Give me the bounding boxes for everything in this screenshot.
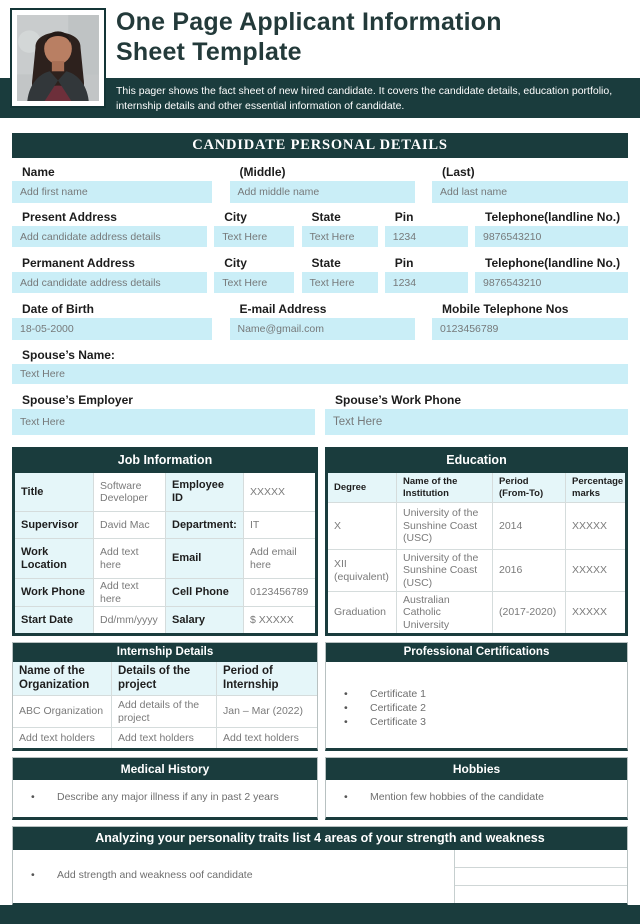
spouse-name-field[interactable]: Text Here — [12, 364, 628, 384]
contact-row — [12, 299, 628, 340]
page-title: One Page Applicant Information Sheet Template — [116, 8, 502, 66]
name-row — [12, 162, 628, 203]
education-header-cell: Percentage marks — [566, 473, 625, 502]
hobbies-body — [326, 780, 627, 817]
education-cell[interactable]: 2016 — [493, 549, 566, 591]
label-city: City — [224, 256, 247, 270]
permanent-pin-field[interactable]: 1234 — [385, 272, 468, 293]
strength-weakness-empty-row[interactable] — [455, 886, 627, 903]
permanent-state-field[interactable]: Text Here — [302, 272, 378, 293]
spouse-employer-field[interactable]: Text Here — [12, 409, 315, 435]
internship-cell[interactable]: Add text holders — [112, 727, 217, 748]
permanent-city-field[interactable]: Text Here — [214, 272, 294, 293]
page-header — [0, 0, 640, 118]
label-city: City — [224, 210, 247, 224]
label-last-name: (Last) — [442, 165, 475, 179]
label-permanent-address: Permanent Address — [22, 256, 135, 270]
personality-title: Analyzing your personality traits list 4 areas of your strength and weakness — [13, 827, 627, 850]
job-value-field[interactable]: Add text here — [94, 578, 166, 606]
education-header-cell: Period (From-To) — [493, 473, 566, 502]
education-cell[interactable]: University of the Sunshine Coast (USC) — [397, 549, 493, 591]
medical-history-item[interactable]: • Describe any major illness if any in past 2 years — [13, 791, 317, 803]
middle-name-field[interactable]: Add middle name — [230, 181, 415, 203]
internship-header-cell: Name of the Organization — [13, 662, 112, 695]
job-label: Supervisor — [15, 511, 94, 538]
date-of-birth-field[interactable]: 18-05-2000 — [12, 318, 212, 340]
certificate-item[interactable]: • Certificate 3 — [326, 716, 627, 728]
job-value-field[interactable]: XXXXX — [250, 485, 286, 498]
label-email-address: E-mail Address — [239, 302, 327, 316]
present-state-field[interactable]: Text Here — [302, 226, 378, 247]
present-city-field[interactable]: Text Here — [214, 226, 294, 247]
label-date-of-birth: Date of Birth — [22, 302, 94, 316]
job-label: Department: — [166, 511, 244, 538]
job-label: Work Location — [15, 538, 94, 578]
education-cell[interactable]: 2014 — [493, 502, 566, 549]
section-title-candidate-personal-details: CANDIDATE PERSONAL DETAILS — [12, 133, 628, 158]
job-value-field[interactable]: Add email here — [244, 538, 315, 578]
hobbies-title: Hobbies — [326, 758, 627, 780]
label-telephone-landline: Telephone(landline No.) — [485, 256, 621, 270]
medical-hobbies-section — [12, 757, 628, 820]
certifications-body — [326, 662, 627, 748]
certificate-item[interactable]: • Certificate 1 — [326, 688, 627, 700]
personality-notes — [13, 850, 454, 903]
job-label: Cell Phone — [166, 578, 244, 606]
last-name-field[interactable]: Add last name — [432, 181, 628, 203]
first-name-field[interactable]: Add first name — [12, 181, 212, 203]
medical-history-body — [13, 780, 317, 817]
internship-cell[interactable]: Add details of the project — [112, 695, 217, 727]
email-address-field[interactable]: Name@gmail.com — [230, 318, 415, 340]
permanent-address-row — [12, 253, 628, 293]
education-table — [328, 473, 625, 633]
education-cell[interactable]: University of the Sunshine Coast (USC) — [397, 502, 493, 549]
hobbies-item[interactable]: • Mention few hobbies of the candidate — [326, 791, 627, 803]
internship-header-cell: Period of Internship — [217, 662, 317, 695]
education-cell[interactable]: Australian Catholic University — [397, 591, 493, 633]
hobbies-box — [325, 757, 628, 820]
education-cell[interactable]: XII (equivalent) — [328, 549, 397, 591]
candidate-photo — [10, 8, 106, 108]
job-label: Email — [166, 538, 244, 578]
personality-box — [12, 826, 628, 906]
label-telephone-landline: Telephone(landline No.) — [485, 210, 621, 224]
education-header-cell: Degree — [328, 473, 397, 502]
label-mobile-telephone: Mobile Telephone Nos — [442, 302, 569, 316]
personality-body — [13, 850, 627, 903]
header-description: This pager shows the fact sheet of new hired candidate. It covers the candidate details, education portfolio, internship details and other essential information of candidate. — [116, 85, 613, 113]
internship-certifications-section — [12, 642, 628, 751]
permanent-telephone-field[interactable]: 9876543210 — [475, 272, 628, 293]
job-label: Employee ID — [166, 473, 244, 511]
job-value-field[interactable]: David Mac — [94, 511, 166, 538]
mobile-telephone-field[interactable]: 0123456789 — [432, 318, 628, 340]
strength-weakness-empty-row[interactable] — [455, 850, 627, 868]
spouse-name-row — [12, 345, 628, 384]
job-information-title: Job Information — [15, 447, 315, 473]
job-value-field[interactable]: Dd/mm/yyyy — [94, 606, 166, 633]
job-value-field[interactable]: $ XXXXX — [244, 606, 315, 633]
education-cell[interactable]: (2017-2020) — [493, 591, 566, 633]
main-content — [0, 133, 640, 906]
job-label: Start Date — [15, 606, 94, 633]
present-address-row — [12, 207, 628, 247]
education-cell[interactable]: X — [328, 502, 397, 549]
footer-bar — [0, 905, 640, 924]
spouse-work-phone-field[interactable]: Text Here — [325, 409, 628, 435]
job-label: Work Phone — [15, 578, 94, 606]
label-pin: Pin — [394, 256, 414, 270]
present-pin-field[interactable]: 1234 — [385, 226, 468, 247]
strength-weakness-empty-row[interactable] — [455, 868, 627, 886]
internship-box — [12, 642, 318, 751]
internship-cell[interactable]: Add text holders — [217, 727, 317, 748]
job-value-field[interactable]: IT — [244, 511, 315, 538]
internship-title: Internship Details — [13, 643, 317, 662]
internship-table — [13, 662, 317, 748]
label-pin: Pin — [394, 210, 414, 224]
job-education-section — [12, 447, 628, 636]
medical-history-box — [12, 757, 318, 820]
internship-header-cell: Details of the project — [112, 662, 217, 695]
present-address-field[interactable]: Add candidate address details — [12, 226, 207, 247]
internship-cell[interactable]: ABC Organization — [13, 695, 112, 727]
education-title: Education — [328, 447, 625, 473]
education-cell[interactable]: XXXXX — [566, 591, 625, 633]
job-information-box — [12, 447, 318, 636]
label-spouse-name: Spouse’s Name: — [22, 348, 115, 362]
education-header-cell: Name of the Institution — [397, 473, 493, 502]
label-spouse-employer: Spouse’s Employer — [22, 393, 133, 407]
certifications-title: Professional Certifications — [326, 643, 627, 662]
label-present-address: Present Address — [22, 210, 117, 224]
internship-cell[interactable]: Jan – Mar (2022) — [217, 695, 317, 727]
spouse-row — [12, 390, 628, 435]
education-cell[interactable]: XXXXX — [566, 502, 625, 549]
job-label: Title — [15, 473, 94, 511]
job-value-field[interactable]: 0123456789 — [244, 578, 315, 606]
certifications-box — [325, 642, 628, 751]
job-value-field[interactable]: Add text here — [94, 538, 166, 578]
job-information-table — [15, 473, 315, 633]
education-cell[interactable]: Graduation — [328, 591, 397, 633]
label-name: Name — [22, 165, 55, 179]
job-label: Salary — [166, 606, 244, 633]
present-telephone-field[interactable]: 9876543210 — [475, 226, 628, 247]
internship-cell[interactable]: Add text holders — [13, 727, 112, 748]
education-cell[interactable]: XXXXX — [566, 549, 625, 591]
strength-weakness-item[interactable]: • Add strength and weakness oof candidate — [13, 869, 454, 881]
medical-history-title: Medical History — [13, 758, 317, 780]
job-value-field[interactable]: Software Developer — [94, 473, 166, 511]
strength-weakness-rows — [454, 850, 627, 903]
label-state: State — [311, 210, 341, 224]
education-box — [325, 447, 628, 636]
permanent-address-field[interactable]: Add candidate address details — [12, 272, 207, 293]
certificate-item[interactable]: • Certificate 2 — [326, 702, 627, 714]
label-middle-name: (Middle) — [239, 165, 286, 179]
label-state: State — [311, 256, 341, 270]
label-spouse-work-phone: Spouse’s Work Phone — [335, 393, 462, 407]
portrait-illustration — [17, 15, 99, 101]
